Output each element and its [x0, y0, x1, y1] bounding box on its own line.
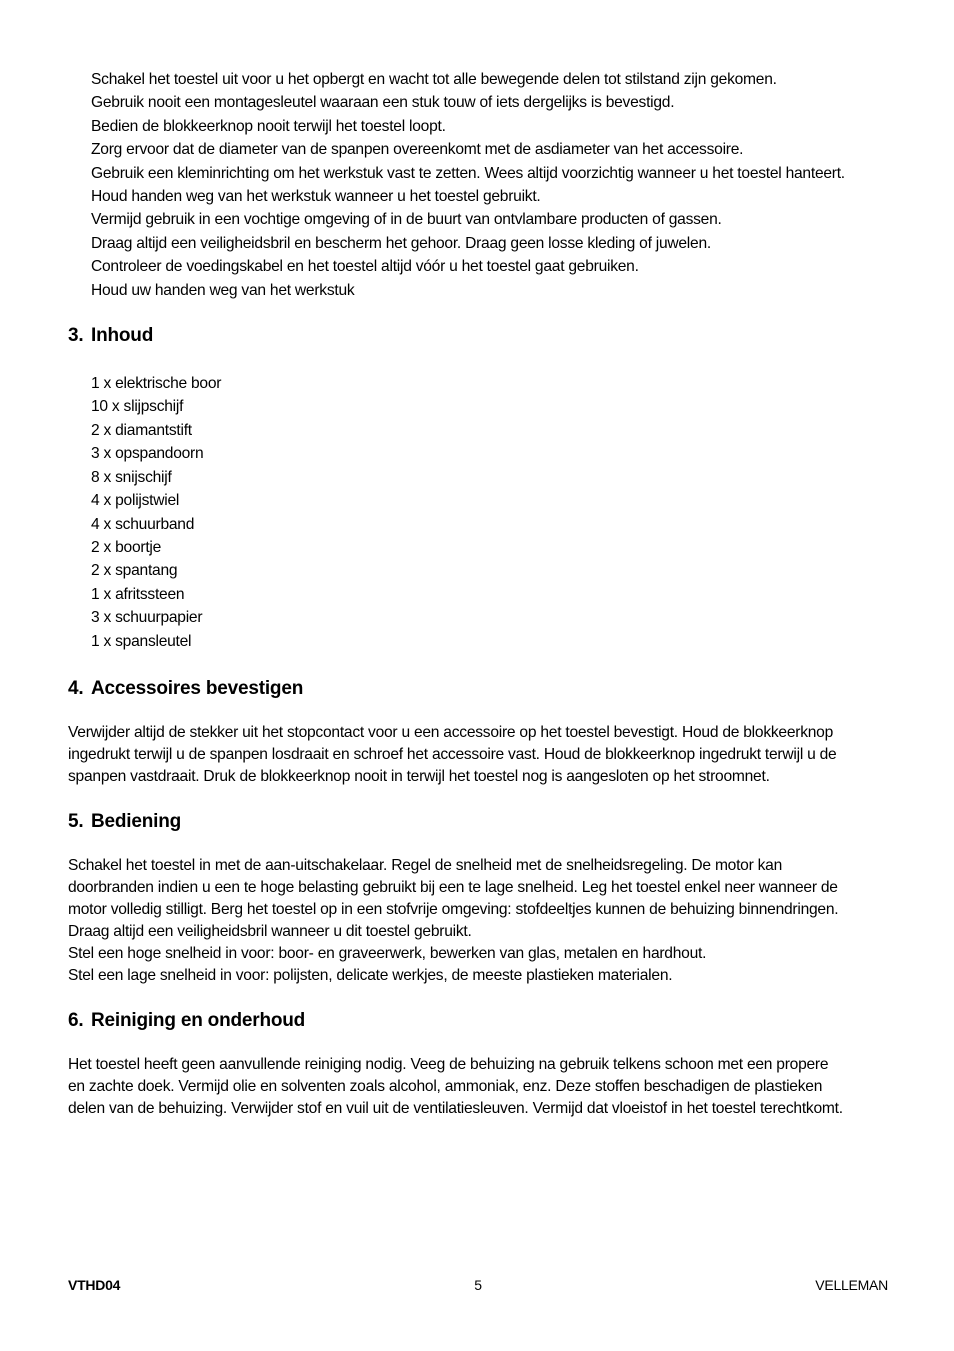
- safety-instructions: [91, 68, 893, 302]
- footer-page-number: 5: [474, 1277, 482, 1293]
- safety-line: Controleer de voedingskabel en het toestel altijd vóór u het toestel gaat gebruiken.: [91, 258, 639, 276]
- section-number: 5.: [68, 810, 84, 832]
- section-paragraph-accessoires: [68, 722, 893, 788]
- safety-line: Gebruik nooit een montagesleutel waaraan een stuk touw of iets dergelijks is bevestigd.: [91, 94, 675, 112]
- section-number: 6.: [68, 1009, 84, 1031]
- footer-brand: VELLEMAN: [815, 1277, 888, 1293]
- paragraph-line: delen van de behuizing. Verwijder stof en vuil uit de ventilatiesleuven. Vermijd dat vloeistof in het toestel terechtkomt.: [68, 1099, 843, 1117]
- safety-line: Houd uw handen weg van het werkstuk: [91, 281, 355, 299]
- paragraph-line: Schakel het toestel in met de aan-uitschakelaar. Regel de snelheid met de snelheidsregeling. De motor kan: [68, 856, 783, 874]
- safety-line: Draag altijd een veiligheidsbril en bescherm het gehoor. Draag geen losse kleding of juwelen.: [91, 234, 711, 252]
- safety-line: Schakel het toestel uit voor u het opbergt en wacht tot alle bewegende delen tot stilstand zijn gekomen.: [91, 71, 777, 88]
- list-item: 2 x boortje: [91, 538, 162, 556]
- document-page: [68, 68, 893, 1120]
- list-item: 3 x opspandoorn: [91, 445, 204, 463]
- list-item: 1 x afritssteen: [91, 585, 185, 603]
- paragraph-line: doorbranden indien u een te hoge belasting gebruikt bij een te lage snelheid. Leg het toestel enkel neer wanneer de: [68, 878, 838, 896]
- section-title: Bediening: [91, 810, 182, 832]
- list-item: 2 x spantang: [91, 562, 178, 580]
- list-item: 10 x slijpschijf: [91, 398, 184, 416]
- section-title: Reiniging en onderhoud: [91, 1009, 306, 1031]
- footer-model: VTHD04: [68, 1277, 121, 1293]
- list-item: 4 x polijstwiel: [91, 492, 180, 510]
- list-item: 3 x schuurpapier: [91, 609, 203, 627]
- paragraph-line: motor volledig stilligt. Berg het toestel op in een stofvrije omgeving: stofdeeltjes kunnen de behuizing binnendringen.: [68, 900, 839, 918]
- section-title: Inhoud: [91, 325, 154, 347]
- section-number: 3.: [68, 325, 84, 347]
- section-heading-inhoud: [68, 324, 893, 348]
- safety-line: Bedien de blokkeerknop nooit terwijl het toestel loopt.: [91, 117, 446, 135]
- paragraph-line: Stel een lage snelheid in voor: polijsten, delicate werkjes, de meeste plastieken materialen.: [68, 966, 673, 984]
- section-heading-reiniging: [68, 1009, 893, 1033]
- list-item: 8 x snijschijf: [91, 468, 172, 486]
- contents-list: [91, 372, 893, 653]
- safety-line: Gebruik een kleminrichting om het werkstuk vast te zetten. Wees altijd voorzichtig wanneer u het toestel hanteert.: [91, 164, 845, 182]
- section-title: Accessoires bevestigen: [91, 677, 304, 699]
- list-item: 4 x schuurband: [91, 515, 195, 533]
- paragraph-line: ingedrukt terwijl u de spanpen losdraait en schroef het accessoire vast. Houd de blokkeerknop ingedrukt terwijl u de: [68, 745, 837, 763]
- paragraph-line: Stel een hoge snelheid in voor: boor- en graveerwerk, bewerken van glas, metalen en hardhout.: [68, 944, 707, 962]
- paragraph-line: en zachte doek. Vermijd olie en solventen zoals alcohol, ammoniak, enz. Deze stoffen beschadigen de plastieken: [68, 1077, 823, 1095]
- section-heading-accessoires: [68, 677, 893, 701]
- list-item: 1 x elektrische boor: [91, 375, 222, 393]
- safety-line: Vermijd gebruik in een vochtige omgeving of in de buurt van ontvlambare producten of gassen.: [91, 211, 722, 229]
- section-number: 4.: [68, 677, 84, 699]
- section-paragraph-reiniging: [68, 1054, 893, 1120]
- paragraph-line: Het toestel heeft geen aanvullende reiniging nodig. Veeg de behuizing na gebruik telkens schoon met een propere: [68, 1055, 829, 1073]
- section-heading-bediening: [68, 810, 893, 834]
- paragraph-line: Draag altijd een veiligheidsbril wanneer u dit toestel gebruikt.: [68, 922, 472, 940]
- safety-line: Zorg ervoor dat de diameter van de spanpen overeenkomt met de asdiameter van het accessoire.: [91, 141, 744, 159]
- list-item: 2 x diamantstift: [91, 421, 192, 439]
- section-paragraph-bediening: [68, 855, 893, 987]
- paragraph-line: spanpen vastdraait. Druk de blokkeerknop nooit in terwijl het toestel nog is aangesloten op het stroomnet.: [68, 767, 770, 785]
- paragraph-line: Verwijder altijd de stekker uit het stopcontact voor u een accessoire op het toestel bevestigt. Houd de blokkeerknop: [68, 723, 834, 741]
- list-item: 1 x spansleutel: [91, 632, 192, 650]
- safety-line: Houd handen weg van het werkstuk wanneer u het toestel gebruikt.: [91, 188, 541, 206]
